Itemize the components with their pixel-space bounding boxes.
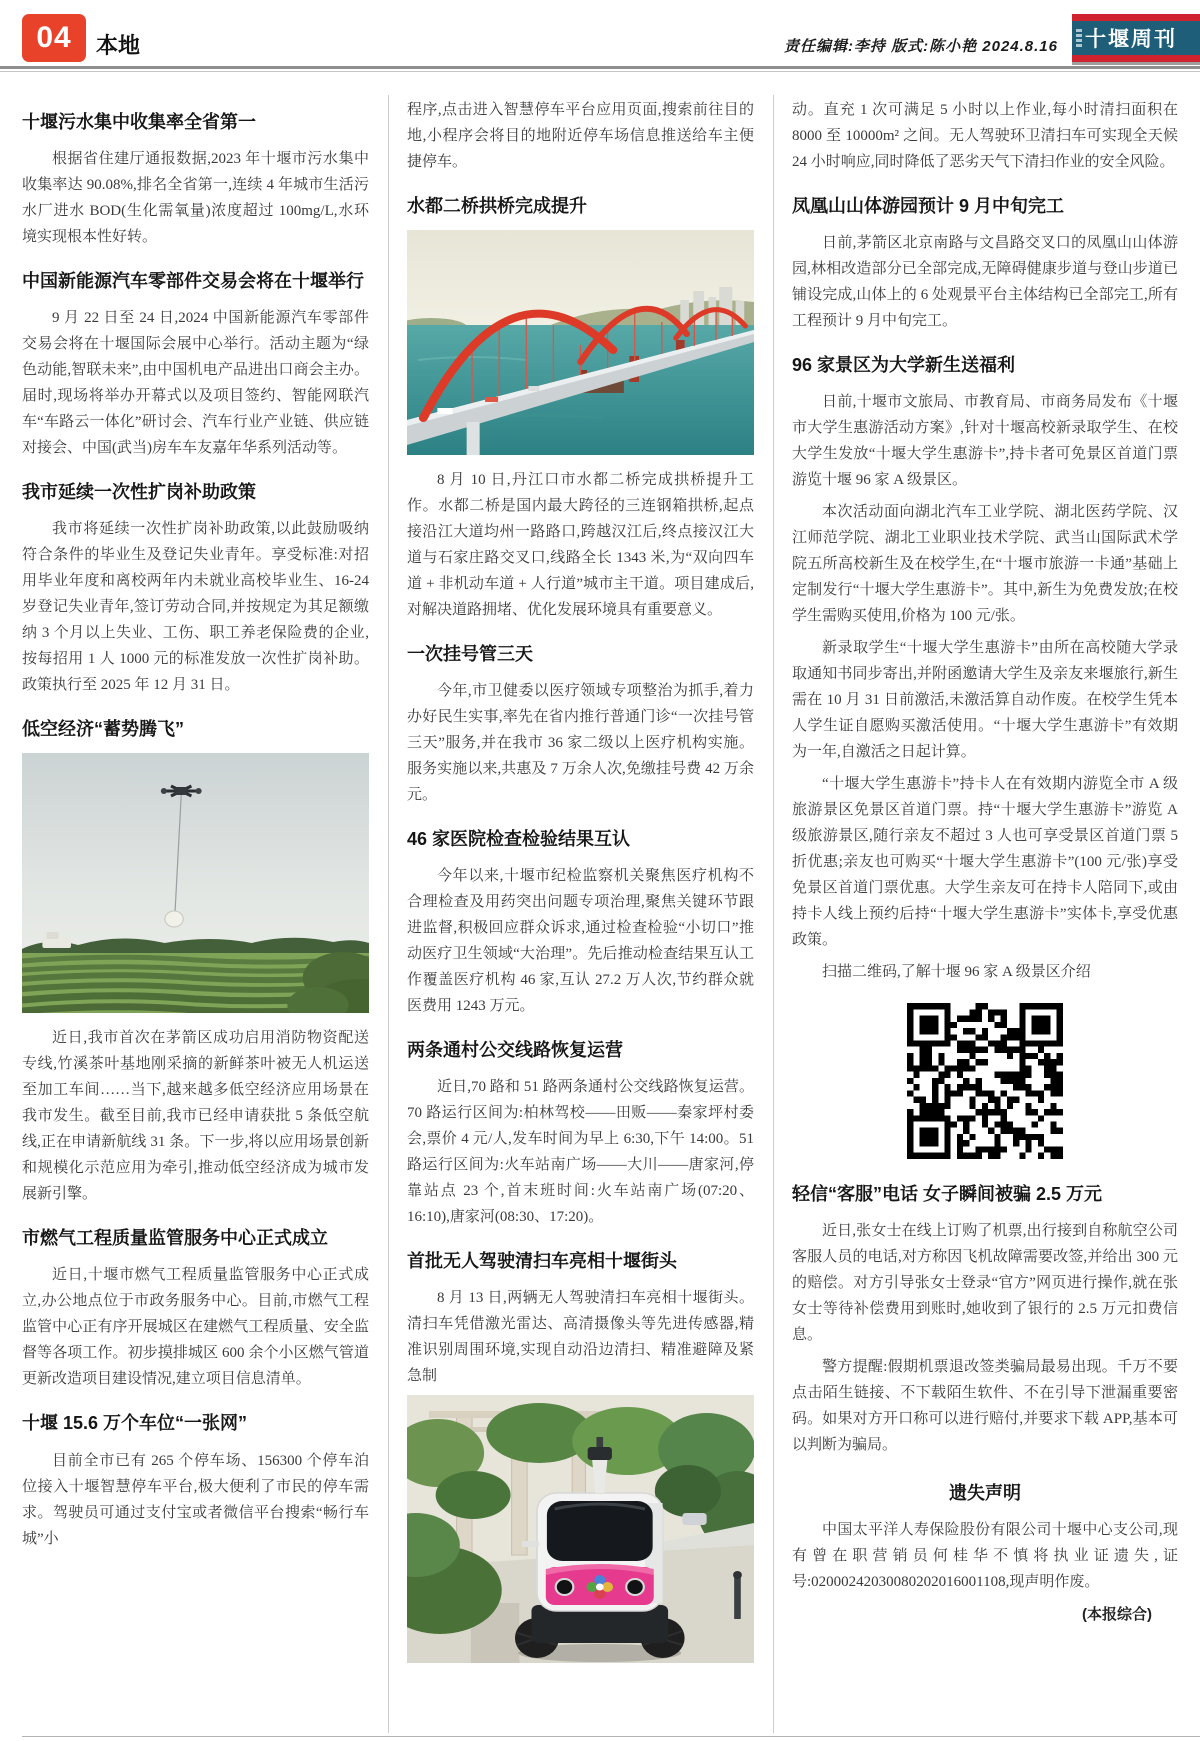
header-rule (0, 66, 1200, 72)
article-paragraph: 近日,70 路和 51 路两条通村公交线路恢复运营。70 路运行区间为:柏林驾校——田贩——秦家坪村委会,票价 4 元/人,发车时间为早上 6:30,下午 14:00。51 路运行区间为:火车站南广场——大川——唐家河,停靠站点 23 个,首末班时间:火车站南广场(07:20、16:10),唐家河(08:30、17:20)。 (407, 1079, 754, 1226)
article-paragraph: 今年以来,十堰市纪检监察机关聚焦医疗机构不合理检查及用药突出问题专项治理,聚焦关键环节跟进监督,积极回应群众诉求,通过检查检验“小切口”推动医疗卫生领域“大治理”。先后推动检查结果互认工作覆盖医疗机构 46 家,互认 27.2 万人次,节约群众就医费用 1243 万元。 (407, 868, 754, 1015)
article-paragraph: 近日,张女士在线上订购了机票,出行接到自称航空公司客服人员的电话,对方称因飞机故障需要改签,并给出 300 元的赔偿。对方引导张女士登录“官方”网页进行操作,就在张女士等待补偿费用到账时,她收到了银行的 2.5 万元扣费信息。 (792, 1223, 1178, 1344)
article-headline: 水都二桥拱桥完成提升 (407, 196, 587, 216)
article-headline: 低空经济“蓄势腾飞” (22, 719, 184, 740)
article-paragraph: 本次活动面向湖北汽车工业学院、湖北医药学院、汉江师范学院、湖北工业职业技术学院、武当山国际武术学院五所高校新生及在校学生,在“十堰市旅游一卡通”基础上定制发行“十堰大学生惠游卡”。其中,新生为免费发放;在校学生需购买使用,价格为 100 元/张。 (792, 504, 1178, 625)
article-headline: 我市延续一次性扩岗补助政策 (22, 482, 256, 503)
bottom-rule (22, 1736, 1200, 1737)
page-number-badge (22, 14, 86, 62)
qr-code (792, 999, 1178, 1163)
article-paragraph: 中国太平洋人寿保险股份有限公司十堰中心支公司,现有曾在职营销员何桂华不慎将执业证遗失,证号:02000242030080202016001108,现声明作废。 (792, 1522, 1178, 1591)
article-headline: 中国新能源汽车零部件交易会将在十堰举行 (22, 271, 364, 292)
section-title: 本地 (96, 33, 141, 58)
content-columns (22, 95, 1178, 1733)
column-1 (22, 95, 369, 1733)
article-paragraph: 近日,我市首次在茅箭区成功启用消防物资配送专线,竹溪茶叶基地刚采摘的新鲜茶叶被无人机运送至加工车间……当下,越来越多低空经济应用场景在我市发生。截至目前,我市已经申请获批 5 条低空航线,正在申请新航线 31 条。下一步,将以应用场景创新和规模化示范应用为牵引,推动低空经济成为城市发展新引擎。 (22, 1030, 369, 1203)
article-paragraph: 根据省住建厅通报数据,2023 年十堰市污水集中收集率达 90.08%,排名全省第一,连续 4 年城市生活污水厂进水 BOD(生化需氧量)浓度超过 100mg/L,水环境实现根本性好转。 (22, 151, 369, 246)
page-number: 04 (36, 21, 72, 54)
article-paragraph: 扫描二维码,了解十堰 96 家 A 级景区介绍 (822, 964, 1091, 981)
article-paragraph: 近日,十堰市燃气工程质量监管服务中心正式成立,办公地点位于市政务服务中心。目前,市燃气工程监管中心正有序开展城区在建燃气工程质量、安全监督等各项工作。初步摸排城区 600 余个小区燃气管道更新改造项目建设情况,建立项目信息清单。 (22, 1267, 369, 1388)
article-headline: 46 家医院检查检验结果互认 (407, 829, 631, 850)
article-paragraph: 我市将延续一次性扩岗补助政策,以此鼓励吸纳符合条件的毕业生及登记失业青年。享受标准:对招用毕业年度和离校两年内未就业高校毕业生、16-24 岁登记失业青年,签订劳动合同,并按规定为其足额缴纳 3 个月以上失业、工伤、职工养老保险费的企业,按每招用 1 人 1000 元的标准发放一次性扩岗补助。政策执行至 2025 年 12 月 31 日。 (22, 521, 369, 694)
article-paragraph: 目前全市已有 265 个停车场、156300 个停车泊位接入十堰智慧停车平台,极大便利了市民的停车需求。驾驶员可通过支付宝或者微信平台搜索“畅行车城”小 (22, 1452, 369, 1547)
header-right (784, 14, 1200, 62)
article-headline: 十堰污水集中收集率全省第一 (22, 112, 256, 132)
page-header (22, 10, 1200, 62)
article-paragraph: 日前,茅箭区北京南路与文昌路交叉口的凤凰山山体游园,林相改造部分已全部完成,无障碍健康步道与登山步道已铺设完成,山体上的 6 处观景平台主体结构已全部完工,所有工程预计 9 月中旬完工。 (792, 235, 1178, 330)
article-headline: 十堰 15.6 万个车位“一张网” (22, 1413, 248, 1434)
notice-headline: 遗失声明 (949, 1483, 1021, 1504)
masthead-title: 十堰周刊 (1085, 28, 1177, 51)
byline-signature: (本报综合) (1082, 1606, 1152, 1624)
masthead-logo (1072, 14, 1200, 62)
editor-info: 责任编辑:李持 版式:陈小艳 2024.8.16 (783, 38, 1058, 55)
article-headline: 96 家景区为大学新生送福利 (792, 355, 1016, 376)
photo-red-arch-bridge-over-river (407, 230, 754, 455)
article-paragraph-continued: 动。直充 1 次可满足 5 小时以上作业,每小时清扫面积在 8000 至 10000m² 之间。无人驾驶环卫清扫车可实现全天候 24 小时响应,同时降低了恶劣天气下清扫作业的安全风险。 (792, 102, 1178, 170)
article-headline: 两条通村公交线路恢复运营 (407, 1040, 623, 1061)
article-headline: 一次挂号管三天 (407, 644, 533, 665)
photo-drone-delivery-over-tea-fields (22, 753, 369, 1013)
article-headline: 首批无人驾驶清扫车亮相十堰街头 (407, 1251, 677, 1272)
article-headline: 凤凰山山体游园预计 9 月中旬完工 (792, 196, 1065, 216)
article-paragraph: 8 月 10 日,丹江口市水都二桥完成拱桥提升工作。水都二桥是国内最大跨径的三连钢箱拱桥,起点接沿江大道均州一路路口,跨越汉江后,终点接汉江大道与石家庄路交叉口,线路全长 1343 米,为“双向四车道 + 非机动车道 + 人行道”城市主干道。项目建成后,对解决道路拥堵、优化发展环境具有重要意义。 (407, 472, 754, 619)
column-divider (388, 95, 389, 1733)
article-paragraph-continued: 程序,点击进入智慧停车平台应用页面,搜索前往目的地,小程序会将目的地附近停车场信息推送给车主便捷停车。 (407, 102, 754, 170)
article-headline: 轻信“客服”电话 女子瞬间被骗 2.5 万元 (792, 1184, 1103, 1205)
article-paragraph: 新录取学生“十堰大学生惠游卡”由所在高校随大学录取通知书同步寄出,并附函邀请大学生及亲友来堰旅行,新生需在 10 月 31 日前激活,未激活算自动作废。在校学生凭本人学生证自愿购买激活使用。“十堰大学生惠游卡”有效期为一年,自激活之日起计算。 (792, 640, 1178, 761)
column-divider (773, 95, 774, 1733)
column-2 (407, 95, 754, 1733)
photo-autonomous-street-sweeper (407, 1395, 754, 1663)
article-paragraph: 日前,十堰市文旅局、市教育局、市商务局发布《十堰市大学生惠游活动方案》,针对十堰高校新录取学生、在校大学生发放“十堰大学生惠游卡”,持卡者可免景区首道门票游览十堰 96 家 A 级景区。 (792, 394, 1178, 489)
article-paragraph: 9 月 22 日至 24 日,2024 中国新能源汽车零部件交易会将在十堰国际会展中心举行。活动主题为“绿色动能,智联未来”,由中国机电产品进出口商会主办。届时,现场将举办开幕式以及项目签约、智能网联汽车“车路云一体化”研讨会、汽车行业产业链、供应链对接会、中国(武当)房车车友嘉年华系列活动等。 (22, 310, 369, 457)
article-paragraph: 今年,市卫健委以医疗领域专项整治为抓手,着力办好民生实事,率先在省内推行普通门诊“一次挂号管三天”服务,并在我市 36 家二级以上医疗机构实施。服务实施以来,共惠及 7 万余人次,免缴挂号费 42 万余元。 (407, 683, 754, 804)
column-3 (792, 95, 1178, 1733)
masthead-side-mark (1076, 29, 1082, 47)
article-paragraph: “十堰大学生惠游卡”持卡人在有效期内游览全市 A 级旅游景区免景区首道门票。持“十堰大学生惠游卡”游览 A 级旅游景区,随行亲友不超过 3 人也可享受景区首道门票 5 折优惠;亲友也可购买“十堰大学生惠游卡”(100 元/张)享受免景区首道门票优惠。大学生亲友可在持卡人陪同下,或由持卡人线上预约后持“十堰大学生惠游卡”实体卡,享受优惠政策。 (792, 776, 1178, 949)
article-paragraph: 警方提醒:假期机票退改签类骗局最易出现。千万不要点击陌生链接、不下载陌生软件、不在引导下泄漏重要密码。如果对方开口称可以进行赔付,并要求下载 APP,基本可以判断为骗局。 (792, 1359, 1178, 1454)
article-headline: 市燃气工程质量监管服务中心正式成立 (22, 1228, 328, 1249)
article-paragraph: 8 月 13 日,两辆无人驾驶清扫车亮相十堰街头。清扫车凭借激光雷达、高清摄像头等先进传感器,精准识别周围环境,实现自动沿边清扫、精准避障及紧急制 (407, 1290, 754, 1385)
